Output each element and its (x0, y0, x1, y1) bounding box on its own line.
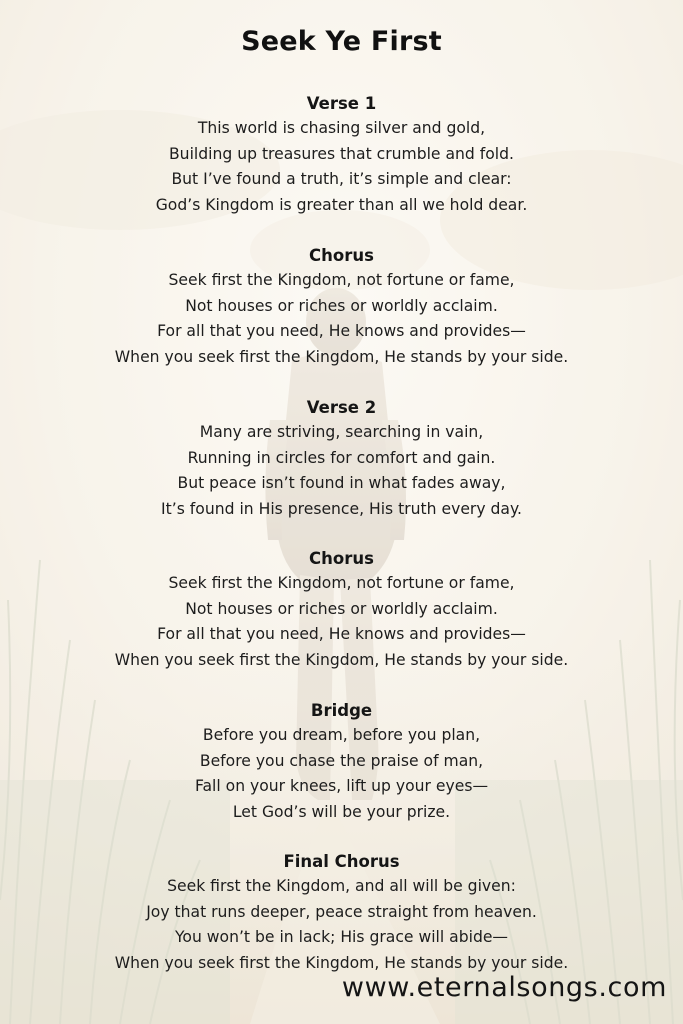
lyric-line: Not houses or riches or worldly acclaim. (185, 296, 498, 315)
lyric-line: But I’ve found a truth, it’s simple and clear: (171, 170, 512, 188)
song-title: Seek Ye First (241, 26, 442, 57)
section-heading: Chorus (309, 549, 374, 568)
lyric-line: But peace isn’t found in what fades away, (177, 474, 506, 492)
lyric-line: Running in circles for comfort and gain. (187, 448, 496, 467)
lyric-line: Seek first the Kingdom, and all will be given: (167, 877, 516, 895)
lyric-line: For all that you need, He knows and provides— (157, 625, 526, 643)
lyric-line: Before you dream, before you plan, (202, 726, 481, 744)
lyric-line: Seek first the Kingdom, not fortune or fame, (168, 271, 515, 289)
lyric-line: Seek first the Kingdom, not fortune or fame, (168, 574, 515, 592)
section-chorus-2 (0, 546, 683, 673)
lyric-line: Fall on your knees, lift up your eyes— (194, 777, 489, 795)
section-heading: Bridge (310, 701, 373, 720)
section-heading: Chorus (309, 246, 374, 265)
section-verse-1 (0, 91, 683, 218)
lyric-line: It’s found in His presence, His truth every day. (161, 499, 522, 518)
lyric-line: This world is chasing silver and gold, (197, 119, 486, 137)
section-final-chorus (0, 849, 683, 976)
section-heading: Verse 1 (306, 94, 377, 113)
section-heading: Final Chorus (283, 852, 400, 871)
lyric-line: When you seek first the Kingdom, He stands by your side. (114, 347, 569, 366)
lyric-line: Not houses or riches or worldly acclaim. (185, 599, 498, 618)
lyric-line: God’s Kingdom is greater than all we hold dear. (155, 195, 528, 214)
lyric-line: Building up treasures that crumble and fold. (168, 144, 514, 163)
lyric-line: You won’t be in lack; His grace will abide— (174, 928, 509, 946)
lyric-line: Let God’s will be your prize. (232, 802, 451, 821)
lyric-line: Before you chase the praise of man, (199, 751, 484, 770)
lyric-line: Many are striving, searching in vain, (199, 423, 484, 441)
lyric-line: For all that you need, He knows and provides— (157, 322, 526, 340)
section-chorus-1 (0, 243, 683, 370)
section-heading: Verse 2 (306, 398, 377, 417)
lyric-line: When you seek first the Kingdom, He stands by your side. (114, 650, 569, 669)
lyric-line: Joy that runs deeper, peace straight from heaven. (146, 902, 537, 921)
website-url: www.eternalsongs.com (341, 972, 667, 1003)
section-verse-2 (0, 395, 683, 522)
section-bridge (0, 698, 683, 825)
lyric-line: When you seek first the Kingdom, He stands by your side. (114, 953, 569, 972)
